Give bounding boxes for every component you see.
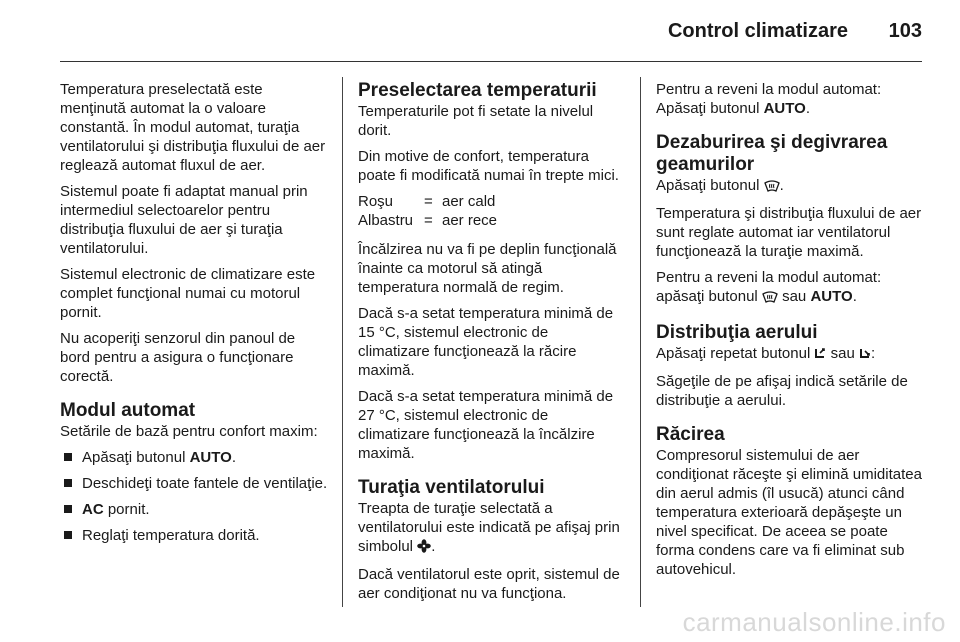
header-divider: [60, 61, 922, 62]
table-row: Albastru = aer rece: [358, 212, 498, 229]
windshield-defrost-icon: [762, 289, 778, 308]
table-row: Roşu = aer cald: [358, 193, 496, 210]
paragraph: Dacă s-a setat temperatura minimă de 15 °C, sistemul electronic de climatizare funcţionează la răcire maximă.: [358, 305, 614, 379]
paragraph: Compresorul sistemului de aer condiţionat răceşte şi elimină umiditatea din aerul admis (îl usucă) atunci când temperatura exterioară depăşeşte un nivel specificat. De aceea se poate forma condens care va fi eliminat sub autovehicul.: [656, 447, 922, 578]
paragraph: Săgeţile de pe afişaj indică setările de distribuţie a aerului.: [656, 373, 908, 409]
page-number: 103: [888, 20, 922, 42]
heading-fan-speed: Turaţia ventilatorului: [358, 477, 545, 498]
paragraph: Temperatura şi distribuţia fluxului de aer sunt reglate automat iar ventilatorul funcţionează la turaţie maximă.: [656, 205, 922, 260]
section-title: Control climatizare: [667, 20, 848, 42]
paragraph: Treapta de turaţie selectată a ventilatorului este indicată pe afişaj prin simbolul .: [358, 499, 620, 558]
air-distribution-up-icon: [814, 346, 826, 365]
paragraph: Pentru a reveni la modul automat: apăsaţi butonul sau AUTO.: [656, 268, 922, 308]
paragraph: Temperatura preselectată este menţinută automat la o valoare constantă. În modul automat, turaţia ventilatorului şi distribuţia fluxului de aer reglează automat fluxul de aer.: [60, 81, 326, 174]
list-item: Deschideţi toate fantele de ventilaţie.: [64, 474, 328, 493]
windshield-defrost-icon: [764, 178, 780, 197]
paragraph: Sistemul poate fi adaptat manual prin intermediul selectoarelor pentru distribuţia fluxului de aer şi turaţia ventilatorului.: [60, 183, 308, 257]
list-item: AC pornit.: [64, 500, 328, 519]
paragraph: Încălzirea nu va fi pe deplin funcţională înainte ca motorul să atingă temperatura normală de regim.: [358, 241, 617, 296]
fan-icon: [417, 539, 431, 558]
paragraph: Temperaturile pot fi setate la nivelul dorit.: [358, 103, 594, 139]
page-header: [0, 0, 960, 62]
paragraph: Sistemul electronic de climatizare este complet funcţional numai cu motorul pornit.: [60, 266, 316, 321]
paragraph: Din motive de confort, temperatura poate fi modificată numai în trepte mici.: [358, 148, 619, 184]
bullet-icon: [64, 505, 72, 513]
paragraph: Dacă ventilatorul este oprit, sistemul de aer condiţionat nu va funcţiona.: [358, 566, 620, 602]
paragraph: Nu acoperiţi senzorul din panoul de bord pentru a asigura o funcţionare corectă.: [60, 330, 296, 385]
list-item: Reglaţi temperatura dorită.: [64, 526, 328, 545]
watermark: carmanualsonline.info: [682, 607, 946, 637]
color-legend-table: [358, 192, 497, 230]
air-distribution-down-icon: [859, 346, 871, 365]
column-divider: [640, 77, 641, 607]
paragraph: Apăsaţi butonul .: [656, 176, 922, 197]
bullet-icon: [64, 479, 72, 487]
heading-cooling: Răcirea: [656, 424, 725, 445]
column-2: [358, 80, 620, 610]
auto-mode-list: [60, 448, 328, 545]
paragraph: Setările de bază pentru confort maxim:: [60, 423, 318, 440]
heading-air-distribution: Distribuţia aerului: [656, 322, 818, 343]
heading-temperature-preselection: Preselectarea temperaturii: [358, 80, 597, 101]
paragraph: Dacă s-a setat temperatura minimă de 27 °C, sistemul electronic de climatizare funcţionează la încălzire maximă.: [358, 388, 614, 462]
paragraph: Apăsaţi repetat butonul sau :: [656, 344, 922, 365]
bullet-icon: [64, 531, 72, 539]
column-3: [656, 80, 922, 586]
column-divider: [342, 77, 343, 607]
list-item: Apăsaţi butonul AUTO.: [64, 448, 328, 467]
heading-defrost: Dezaburirea şi degivrarea geamurilor: [656, 132, 888, 175]
bullet-icon: [64, 453, 72, 461]
paragraph: Pentru a reveni la modul automat: Apăsaţi butonul AUTO.: [656, 81, 882, 117]
column-1: [60, 80, 328, 552]
heading-auto-mode: Modul automat: [60, 400, 196, 421]
